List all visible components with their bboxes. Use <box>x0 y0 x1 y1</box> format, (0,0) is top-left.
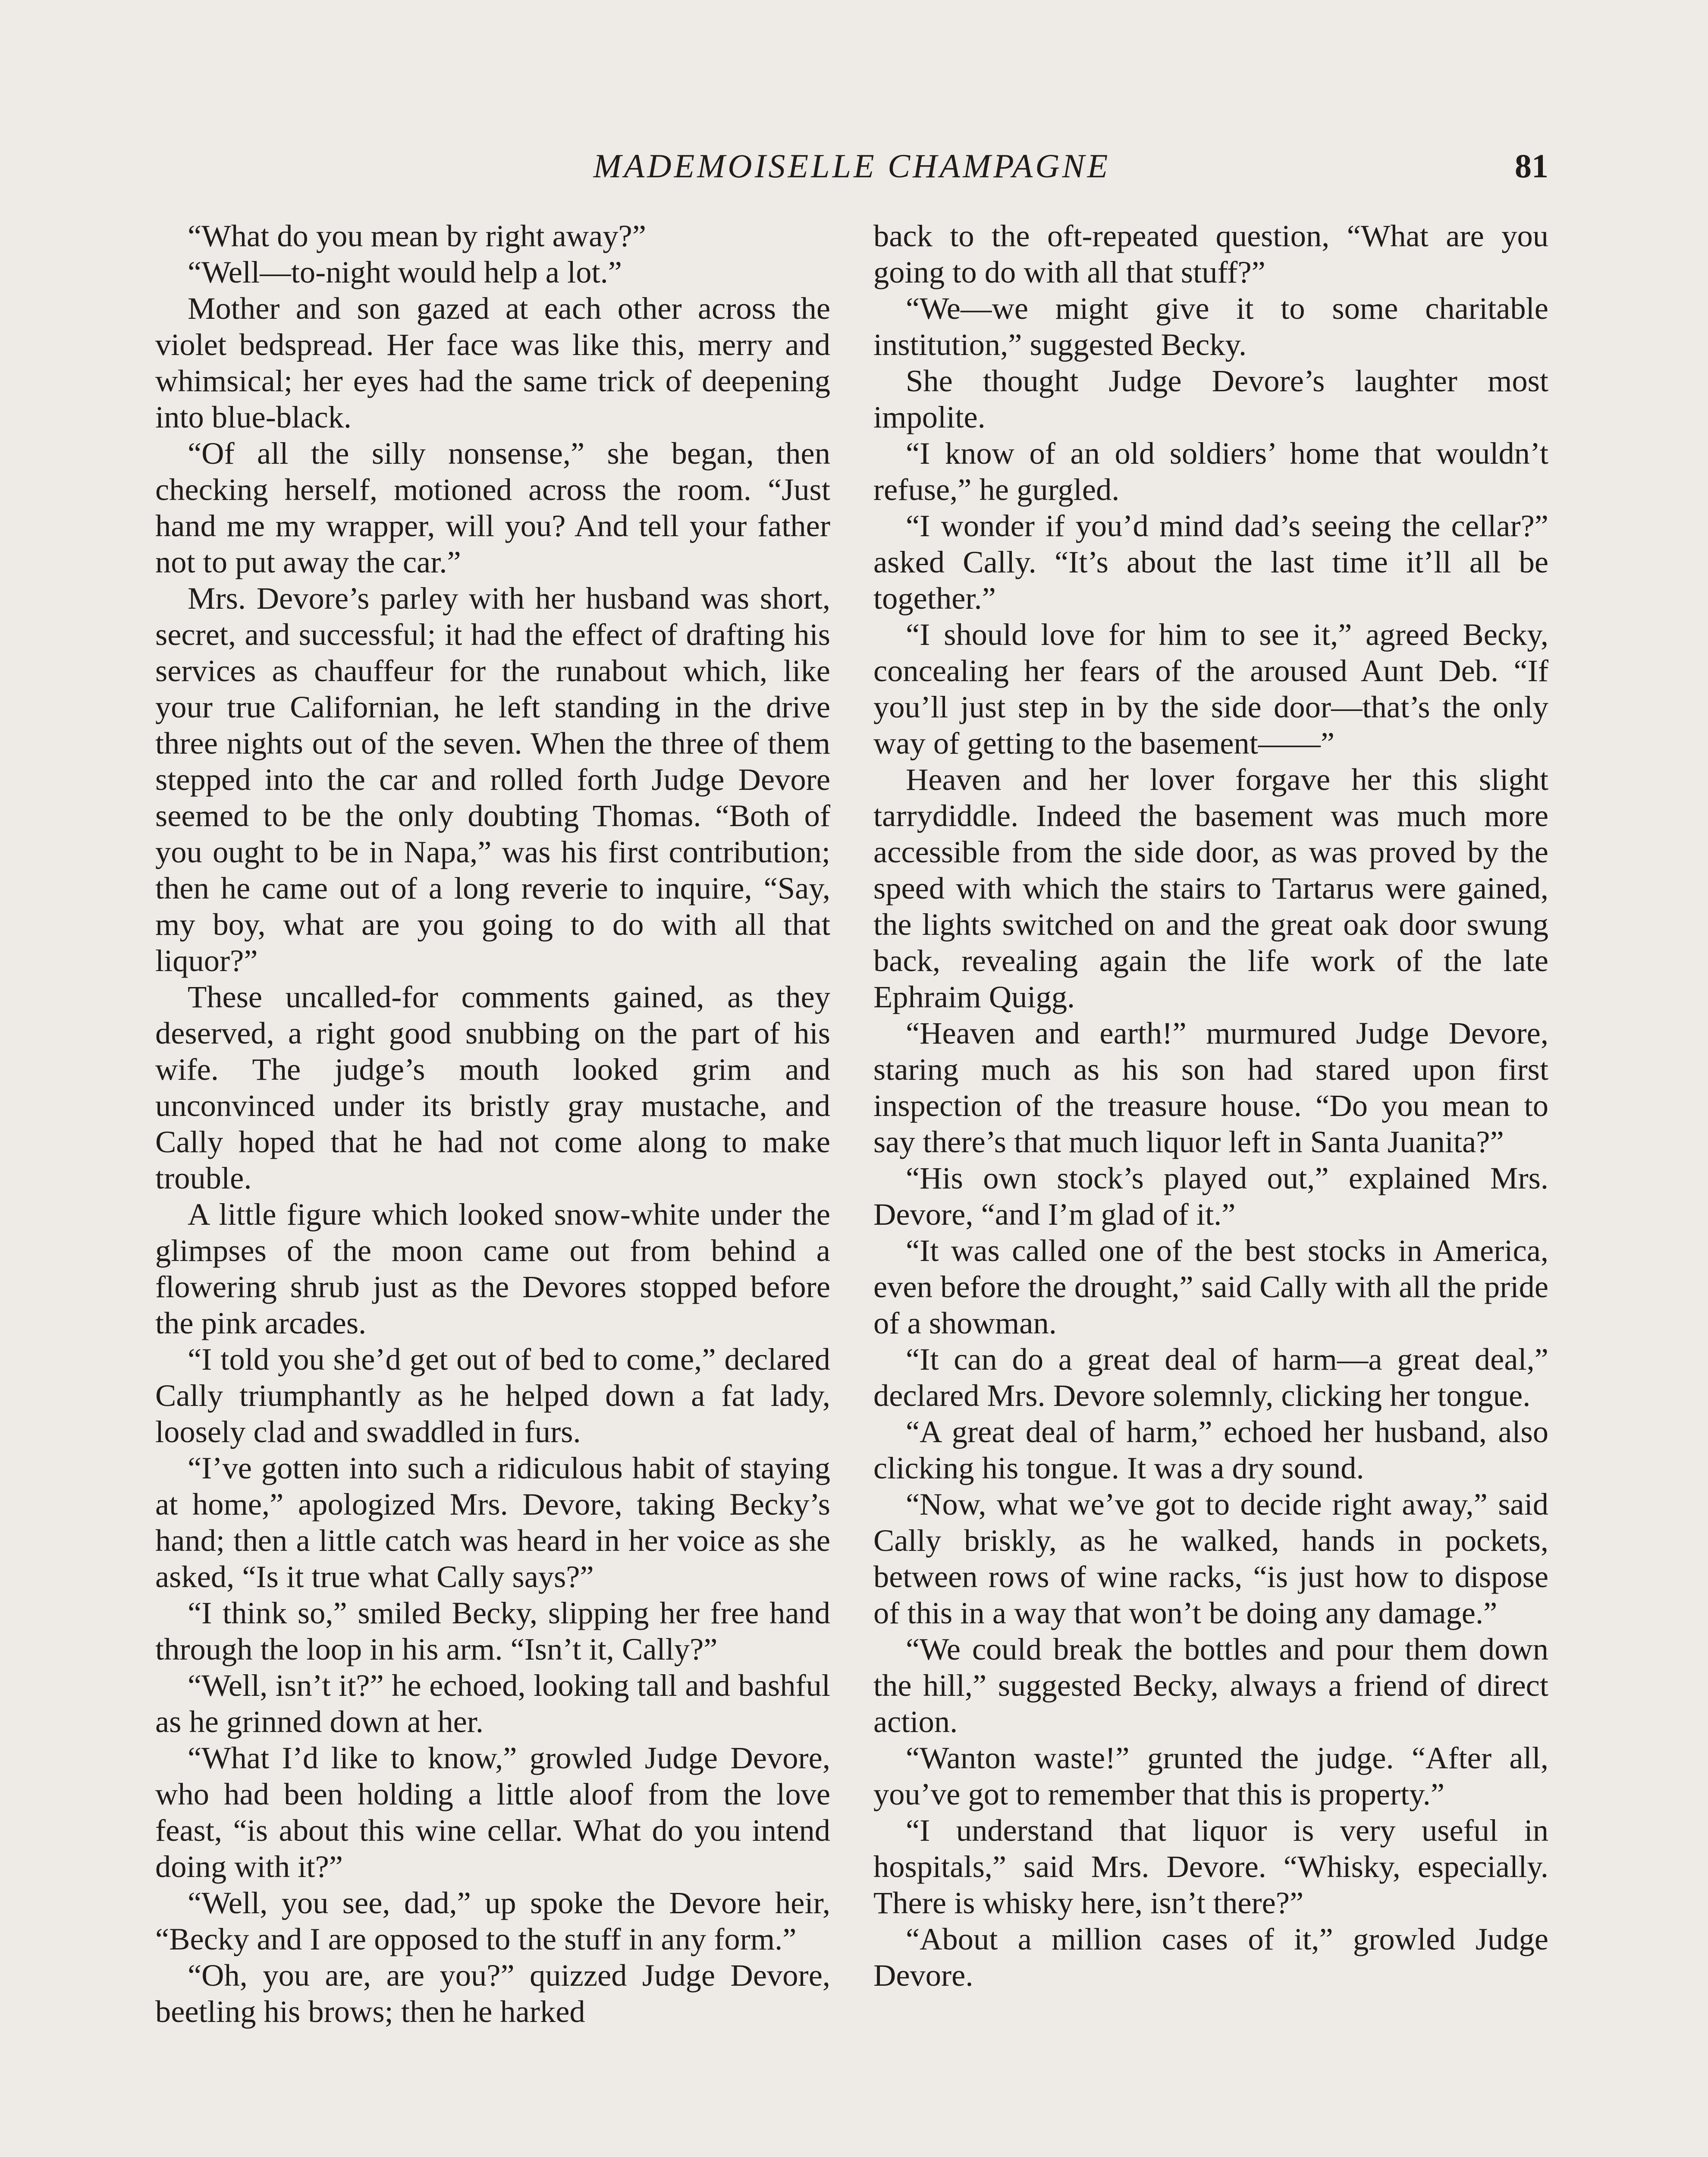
paragraph: “About a million cases of it,” growled Judge Devore. <box>873 1921 1548 1993</box>
left-column <box>155 218 830 2030</box>
paragraph: Mother and son gazed at each other across the violet bedspread. Her face was like this, merry and whimsical; her eyes had the same trick of deepening into blue-black. <box>155 291 830 434</box>
paragraph: These uncalled-for comments gained, as they deserved, a right good snubbing on the part of his wife. The judge’s mouth looked grim and unconvinced under its bristly gray mustache, and Cally hoped that he had not come along to make trouble. <box>155 979 830 1195</box>
page-number: 81 <box>1515 147 1548 185</box>
page-header <box>155 138 1548 194</box>
running-title: MADEMOISELLE CHAMPAGNE <box>593 147 1111 185</box>
paragraph: “His own stock’s played out,” explained Mrs. Devore, “and I’m glad of it.” <box>873 1160 1548 1232</box>
paragraph: “It was called one of the best stocks in America, even before the drought,” said Cally with all the pride of a showman. <box>873 1233 1548 1340</box>
paragraph: A little figure which looked snow-white under the glimpses of the moon came out from behind a flowering shrub just as the Devores stopped before the pink arcades. <box>155 1197 830 1340</box>
paragraph: “I’ve gotten into such a ridiculous habit of staying at home,” apologized Mrs. Devore, taking Becky’s hand; then a little catch was heard in her voice as she asked, “Is it true what Cally says?” <box>155 1450 830 1594</box>
paragraph: “It can do a great deal of harm—a great deal,” declared Mrs. Devore solemnly, clicking her tongue. <box>873 1342 1548 1413</box>
paragraph: “What do you mean by right away?” <box>188 218 646 253</box>
paragraph: “We could break the bottles and pour them down the hill,” suggested Becky, always a friend of direct action. <box>873 1632 1548 1739</box>
paragraph: Heaven and her lover forgave her this slight tarrydiddle. Indeed the basement was much more accessible from the side door, as was proved by the speed with which the stairs to Tartarus were gained, the lights switched on and the great oak door swung back, revealing again the life work of the late Ephraim Quigg. <box>873 762 1548 1014</box>
paragraph: “Well, isn’t it?” he echoed, looking tall and bashful as he grinned down at her. <box>155 1668 830 1739</box>
paragraph: “Of all the silly nonsense,” she began, then checking herself, motioned across the room. “Just hand me my wrapper, will you? And tell your father not to put away the car.” <box>155 436 830 579</box>
paragraph: “Wanton waste!” grunted the judge. “After all, you’ve got to remember that this is property.” <box>873 1740 1548 1811</box>
paragraph: “I should love for him to see it,” agreed Becky, concealing her fears of the aroused Aunt Deb. “If you’ll just step in by the side door—that’s the only way of getting to the basement——” <box>873 617 1548 761</box>
paragraph: Mrs. Devore’s parley with her husband was short, secret, and successful; it had the effect of drafting his services as chauffeur for the runabout which, like your true Californian, he left standing in the drive three nights out of the seven. When the three of them stepped into the car and rolled forth Judge Devore seemed to be the only doubting Thomas. “Both of you ought to be in Napa,” was his first contribution; then he came out of a long reverie to inquire, “Say, my boy, what are you going to do with all that liquor?” <box>155 581 830 978</box>
paragraph: “I told you she’d get out of bed to come,” declared Cally triumphantly as he helped down a fat lady, loosely clad and swaddled in furs. <box>155 1342 830 1449</box>
paragraph: “Now, what we’ve got to decide right away,” said Cally briskly, as he walked, hands in pockets, between rows of wine racks, “is just how to dispose of this in a way that won’t be doing any damage.” <box>873 1487 1548 1630</box>
paragraph: “Oh, you are, are you?” quizzed Judge Devore, beetling his brows; then he harked <box>155 1958 830 2029</box>
paragraph: She thought Judge Devore’s laughter most impolite. <box>873 363 1548 434</box>
paragraph: “I think so,” smiled Becky, slipping her free hand through the loop in his arm. “Isn’t it, Cally?” <box>155 1595 830 1666</box>
paragraph: “A great deal of harm,” echoed her husband, also clicking his tongue. It was a dry sound. <box>873 1414 1548 1485</box>
paragraph: “Well, you see, dad,” up spoke the Devore heir, “Becky and I are opposed to the stuff in any form.” <box>155 1885 830 1956</box>
right-column <box>873 218 1548 1993</box>
paragraph: “I wonder if you’d mind dad’s seeing the cellar?” asked Cally. “It’s about the last time it’ll all be together.” <box>873 508 1548 616</box>
paragraph: “I know of an old soldiers’ home that wouldn’t refuse,” he gurgled. <box>873 436 1548 507</box>
paragraph: “I understand that liquor is very useful in hospitals,” said Mrs. Devore. “Whisky, especially. There is whisky here, isn’t there?” <box>873 1813 1548 1920</box>
paragraph: “We—we might give it to some charitable institution,” suggested Becky. <box>873 291 1548 362</box>
paragraph: “Heaven and earth!” murmured Judge Devore, staring much as his son had stared upon first inspection of the treasure house. “Do you mean to say there’s that much liquor left in Santa Juanita?” <box>873 1016 1548 1159</box>
paragraph: “Well—to-night would help a lot.” <box>188 255 622 289</box>
paragraph: “What I’d like to know,” growled Judge Devore, who had been holding a little aloof from the love feast, “is about this wine cellar. What do you intend doing with it?” <box>155 1740 830 1884</box>
paragraph: back to the oft-repeated question, “What are you going to do with all that stuff?” <box>873 218 1548 289</box>
